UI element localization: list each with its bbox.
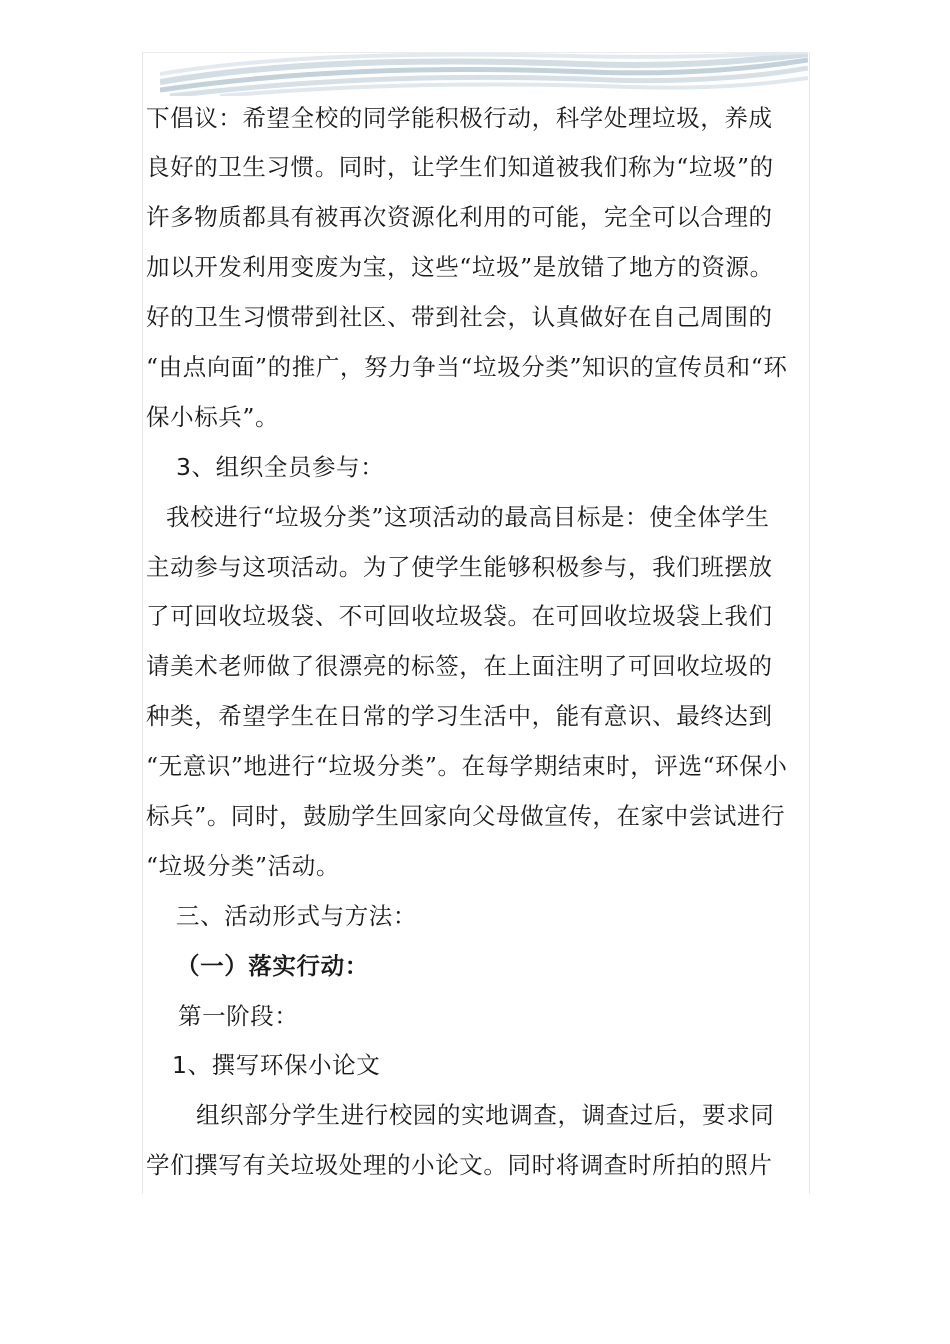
body-line: 标兵”。同时，鼓励学生回家向父母做宣传，在家中尝试进行 xyxy=(146,802,786,830)
paragraph-start: 组织部分学生进行校园的实地调查，调查过后，要求同 xyxy=(196,1101,775,1129)
body-line: 许多物质都具有被再次资源化利用的可能，完全可以合理的 xyxy=(146,203,773,231)
stage-heading: 第一阶段： xyxy=(178,1002,299,1030)
body-line: 保小标兵”。 xyxy=(146,403,280,431)
body-line: 良好的卫生习惯。同时，让学生们知道被我们称为“垃圾”的 xyxy=(146,153,774,181)
body-line: 了可回收垃圾袋、不可回收垃圾袋。在可回收垃圾袋上我们 xyxy=(146,602,773,630)
body-line: 下倡议：希望全校的同学能积极行动，科学处理垃圾，养成 xyxy=(146,104,773,132)
subsection-heading: （一）落实行动： xyxy=(176,952,369,980)
body-line: 主动参与这项活动。为了使学生能够积极参与，我们班摆放 xyxy=(146,553,773,581)
body-line: 种类，希望学生在日常的学习生活中，能有意识、最终达到 xyxy=(146,702,773,730)
body-line: “无意识”地进行“垃圾分类”。在每学期结束时，评选“环保小 xyxy=(146,752,788,780)
body-line: 请美术老师做了很漂亮的标签，在上面注明了可回收垃圾的 xyxy=(146,652,773,680)
header-wave-decoration xyxy=(160,52,808,96)
body-line: 学们撰写有关垃圾处理的小论文。同时将调查时所拍的照片 xyxy=(146,1151,773,1179)
item-heading: 1、撰写环保小论文 xyxy=(172,1051,381,1079)
paragraph-start: 我校进行“垃圾分类”这项活动的最高目标是：使全体学生 xyxy=(166,503,770,531)
body-line: 加以开发利用变废为宝，这些“垃圾”是放错了地方的资源。 xyxy=(146,253,774,281)
body-line: “垃圾分类”活动。 xyxy=(146,852,340,880)
section-heading: 3、组织全员参与： xyxy=(176,453,385,481)
body-line: 好的卫生习惯带到社区、带到社会，认真做好在自己周围的 xyxy=(146,303,773,331)
section-heading: 三、活动形式与方法： xyxy=(176,902,417,930)
body-line: “由点向面”的推广，努力争当“垃圾分类”知识的宣传员和“环 xyxy=(146,353,788,381)
